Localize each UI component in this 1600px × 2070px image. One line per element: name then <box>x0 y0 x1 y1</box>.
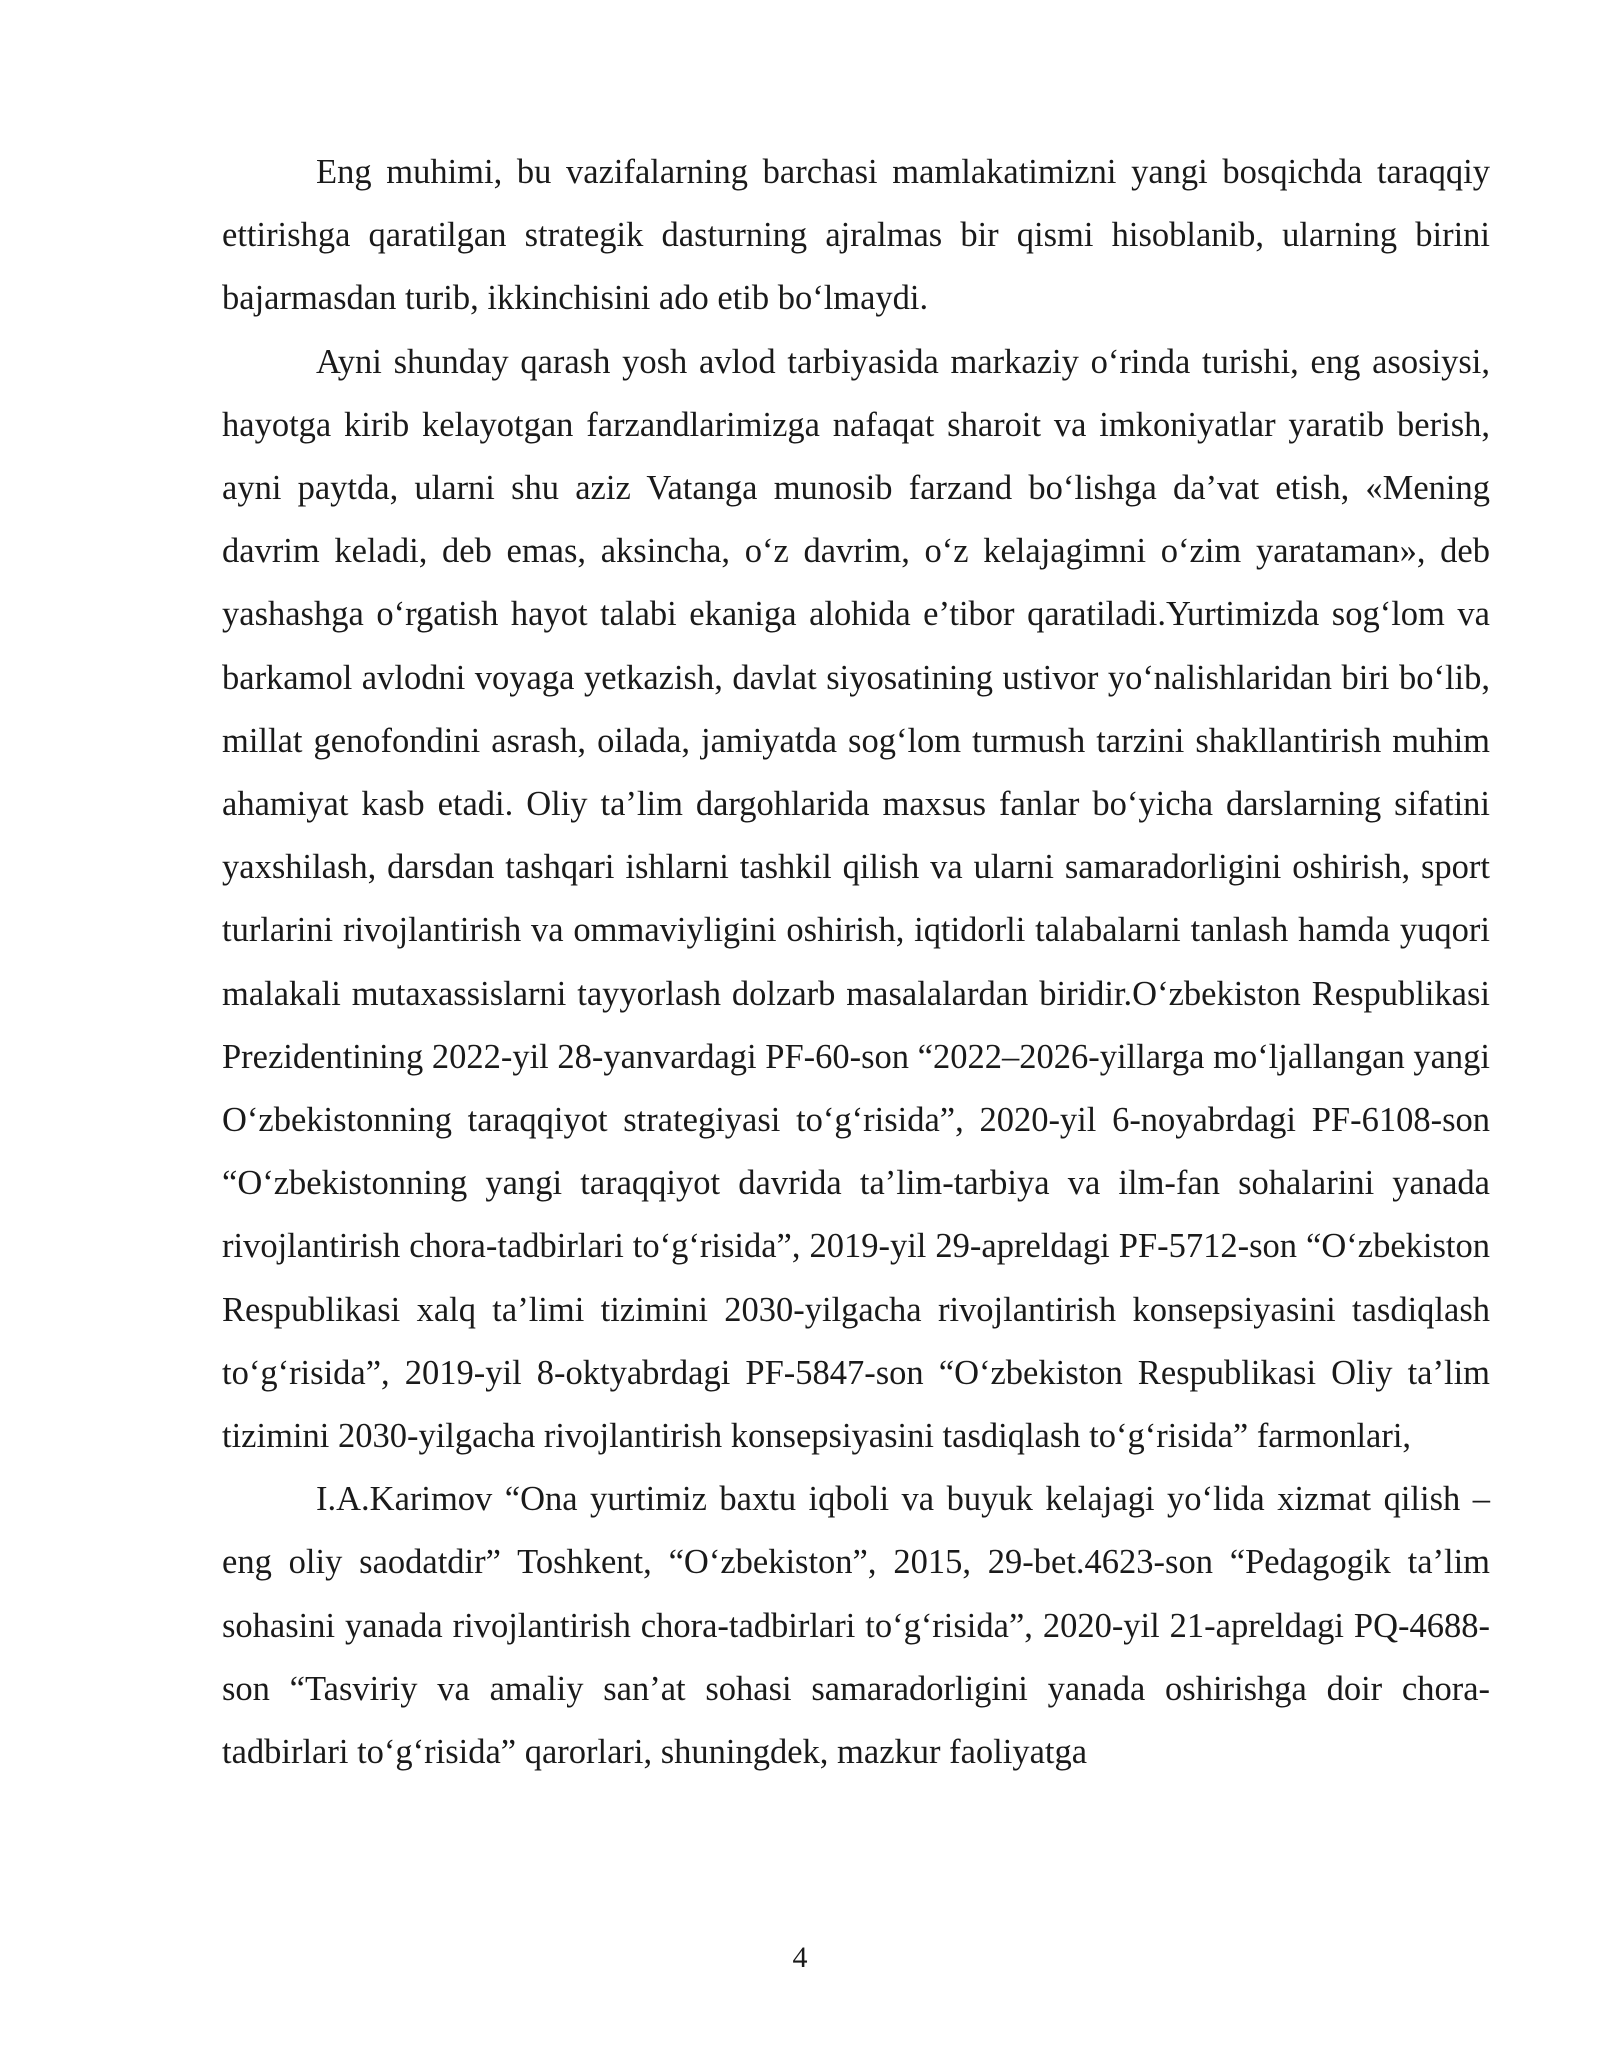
paragraph-2: Ayni shunday qarash yosh avlod tarbiyasida markaziy o‘rinda turishi, eng asosiysi, hayotga kirib kelayotgan farzandlarimizga nafaqat sharoit va imkoniyatlar yaratib berish, ayni paytda, ularni shu aziz Vatanga munosib farzand bo‘lishga da’vat etish, «Mening davrim keladi, deb emas, aksincha, o‘z davrim, o‘z kelajagimni o‘zim yarataman», deb yashashga o‘rgatish hayot talabi ekaniga alohida e’tibor qaratiladi.Yurtimizda sog‘lom va barkamol avlodni voyaga yetkazish, davlat siyosatining ustivor yo‘nalishlaridan biri bo‘lib, millat genofondini asrash, oilada, jamiyatda sog‘lom turmush tarzini shakllantirish muhim ahamiyat kasb etadi. Oliy ta’lim dargohlarida maxsus fanlar bo‘yicha darslarning sifatini yaxshilash, darsdan tashqari ishlarni tashkil qilish va ularni samaradorligini oshirish, sport turlarini rivojlantirish va ommaviyligini oshirish, iqtidorli talabalarni tanlash hamda yuqori malakali mutaxassislarni tayyorlash dolzarb masalalardan biridir.O‘zbekiston Respublikasi Prezidentining 2022-yil 28-yanvardagi PF-60-son “2022–2026-yillarga mo‘ljallangan yangi O‘zbekistonning taraqqiyot strategiyasi to‘g‘risida”, 2020-yil 6-noyabrdagi PF-6108-son “O‘zbekistonning yangi taraqqiyot davrida ta’lim-tarbiya va ilm-fan sohalarini yanada rivojlantirish chora-tadbirlari to‘g‘risida”, 2019-yil 29-apreldagi PF-5712-son “O‘zbekiston Respublikasi xalq ta’limi tizimini 2030-yilgacha rivojlantirish konsepsiyasini tasdiqlash to‘g‘risida”, 2019-yil 8-oktyabrdagi PF-5847-son “O‘zbekiston Respublikasi Oliy ta’lim tizimini 2030-yilgacha rivojlantirish konsepsiyasini tasdiqlash to‘g‘risida” farmonlari, <box>222 342 1490 1456</box>
body-text <box>222 141 1490 1784</box>
paragraph-1: Eng muhimi, bu vazifalarning barchasi mamlakatimizni yangi bosqichda taraqqiy ettirishga qaratilgan strategik dasturning ajralmas bir qismi hisoblanib, ularning birini bajarmasdan turib, ikkinchisini ado etib bo‘lmaydi. <box>222 153 1490 318</box>
paragraph-3: I.A.Karimov “Ona yurtimiz baxtu iqboli va buyuk kelajagi yo‘lida xizmat qilish – eng oliy saodatdir” Toshkent, “O‘zbekiston”, 2015, 29-bet.4623-son “Pedagogik ta’lim sohasini yanada rivojlantirish chora-tadbirlari to‘g‘risida”, 2020-yil 21-apreldagi PQ-4688-son “Tasviriy va amaliy san’at sohasi samaradorligini yanada oshirishga doir chora-tadbirlari to‘g‘risida” qarorlari, shuningdek, mazkur faoliyatga <box>222 1480 1490 1772</box>
page-number: 4 <box>792 1941 808 1974</box>
